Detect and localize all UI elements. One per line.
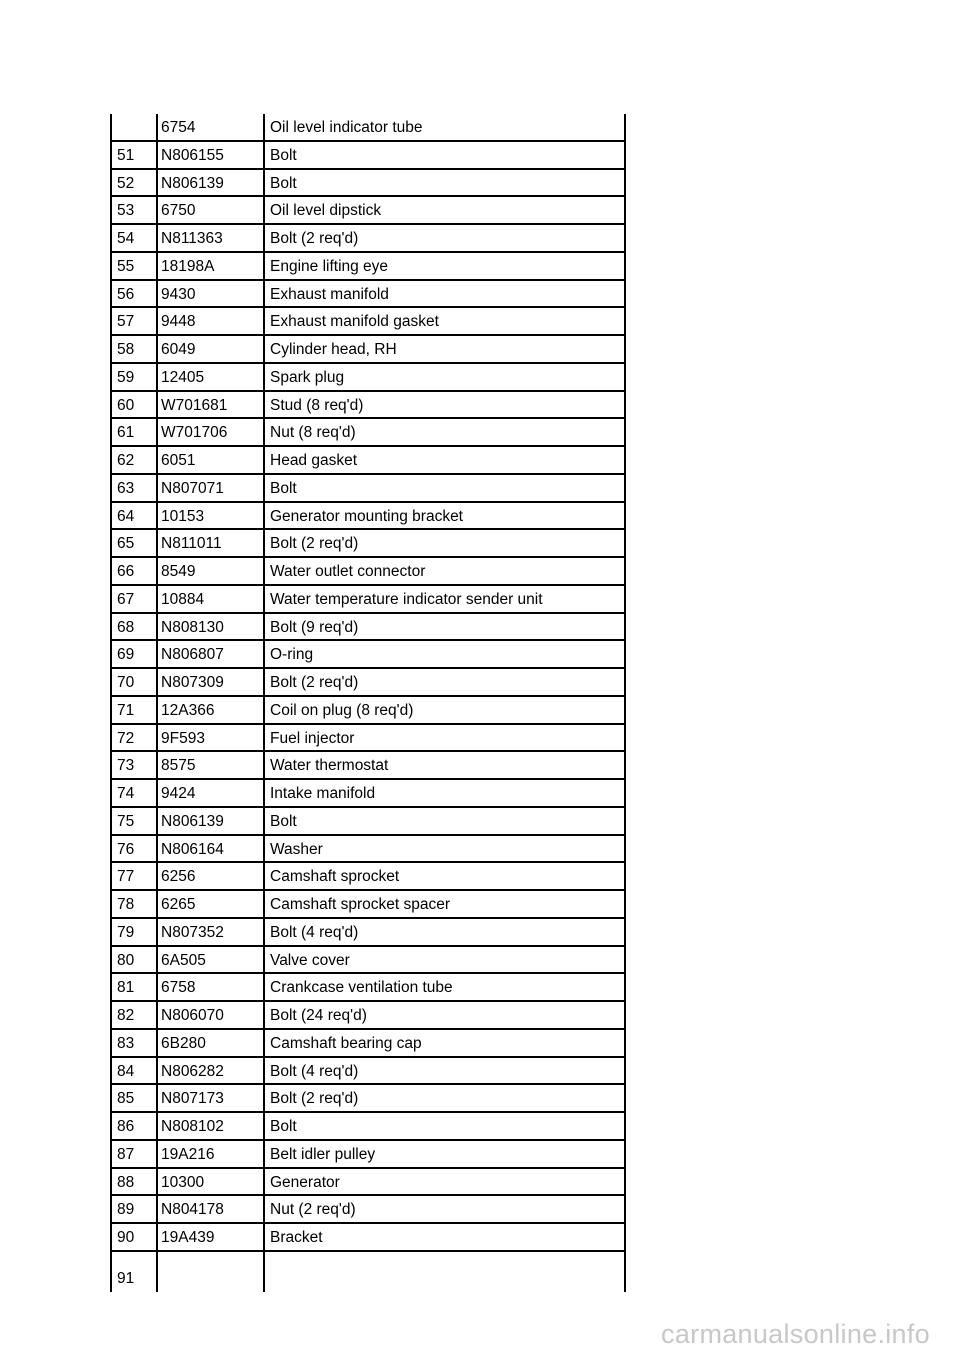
table-row (112, 1058, 624, 1086)
column-divider (263, 1113, 265, 1139)
part-number-cell: 6750 (161, 202, 196, 220)
part-number-cell: N807173 (161, 1090, 224, 1108)
column-divider (263, 308, 265, 334)
item-number-cell: 57 (117, 313, 135, 331)
column-divider (263, 225, 265, 251)
description-cell: Washer (270, 840, 323, 858)
table-row (112, 475, 624, 503)
part-number-cell: W701681 (161, 396, 228, 414)
column-divider (263, 919, 265, 945)
description-cell: Engine lifting eye (270, 257, 389, 275)
table-row (112, 808, 624, 836)
part-number-cell: 9424 (161, 785, 196, 802)
column-divider (263, 974, 265, 1000)
table-row (112, 1002, 624, 1030)
table-row (112, 281, 624, 309)
description-cell: Bolt (2 req'd) (270, 1090, 359, 1108)
table-row (112, 947, 624, 975)
description-cell: Oil level indicator tube (270, 119, 423, 136)
description-cell: Head gasket (270, 452, 358, 469)
table-row (112, 142, 624, 170)
column-divider (263, 586, 265, 612)
description-cell: Cylinder head, RH (270, 341, 397, 358)
table-row (112, 530, 624, 558)
column-divider (263, 447, 265, 473)
item-number-cell: 83 (117, 1034, 135, 1052)
item-number-cell: 87 (117, 1145, 135, 1163)
item-number-cell (117, 114, 157, 140)
item-number-cell: 91 (117, 1269, 135, 1287)
description-cell: Camshaft bearing cap (270, 1034, 422, 1052)
part-number-cell: 6758 (161, 979, 196, 997)
part-number-cell: 18198A (161, 257, 215, 275)
item-number-cell: 88 (117, 1173, 135, 1191)
column-divider (263, 419, 265, 445)
description-cell: Bolt (4 req'd) (270, 923, 359, 941)
part-number-cell: 9430 (161, 285, 196, 303)
part-number-cell: N807352 (161, 923, 224, 941)
item-number-cell: 68 (117, 618, 135, 636)
description-cell: Camshaft sprocket spacer (270, 896, 451, 913)
column-divider (263, 614, 265, 640)
part-number-cell: N807309 (161, 674, 224, 691)
column-divider (263, 669, 265, 695)
column-divider (263, 170, 265, 196)
item-number-cell: 54 (117, 230, 135, 247)
table-row (112, 364, 624, 392)
description-cell: Fuel injector (270, 729, 355, 747)
column-divider (263, 1085, 265, 1111)
item-number-cell: 81 (117, 979, 135, 997)
part-number-cell: 19A216 (161, 1145, 215, 1163)
item-number-cell: 84 (117, 1062, 135, 1080)
item-number-cell: 56 (117, 285, 135, 303)
description-cell: Belt idler pulley (270, 1145, 376, 1163)
description-cell: Water thermostat (270, 757, 389, 775)
part-number-cell: N811363 (161, 230, 223, 247)
item-number-cell: 77 (117, 868, 135, 886)
table-row (112, 1169, 624, 1197)
item-number-cell: 86 (117, 1118, 135, 1135)
description-cell: O-ring (270, 646, 314, 664)
parts-table (110, 114, 626, 1292)
part-number-cell: 8575 (161, 757, 196, 775)
table-row (112, 919, 624, 947)
description-cell: Bolt (270, 812, 297, 830)
part-number-cell: N806807 (161, 646, 224, 664)
description-cell: Bolt (2 req'd) (270, 674, 359, 691)
column-divider (263, 1196, 265, 1222)
description-cell: Bolt (270, 146, 297, 164)
column-divider (263, 1030, 265, 1056)
item-number-cell: 66 (117, 563, 135, 580)
table-row (112, 1030, 624, 1058)
table-row (112, 558, 624, 586)
description-cell: Coil on plug (8 req'd) (270, 701, 414, 719)
column-divider (263, 1252, 265, 1292)
column-divider (263, 1002, 265, 1028)
part-number-cell: N811011 (161, 535, 222, 553)
table-row (112, 1252, 624, 1292)
part-number-cell: 6B280 (161, 1034, 206, 1052)
part-number-cell: 6A505 (161, 951, 206, 969)
item-number-cell: 76 (117, 840, 135, 858)
part-number-cell: N806155 (161, 146, 224, 164)
table-row (112, 974, 624, 1002)
description-cell: Nut (2 req'd) (270, 1201, 356, 1219)
item-number-cell: 80 (117, 951, 135, 969)
table-row (112, 1141, 624, 1169)
description-cell: Spark plug (270, 368, 345, 386)
part-number-cell: N804178 (161, 1201, 224, 1219)
table-row (112, 641, 624, 669)
watermark: carmanualsonline.info (661, 1319, 930, 1349)
part-number-cell: N806070 (161, 1007, 224, 1024)
item-number-cell: 53 (117, 202, 135, 220)
item-number-cell: 61 (117, 424, 135, 442)
part-number-cell: 6265 (161, 896, 196, 913)
item-number-cell: 55 (117, 257, 135, 275)
item-number-cell: 63 (117, 479, 135, 497)
part-number-cell: 6049 (161, 341, 196, 358)
column-divider (263, 142, 265, 168)
item-number-cell: 74 (117, 785, 135, 802)
item-number-cell: 58 (117, 341, 135, 358)
description-cell: Bolt (2 req'd) (270, 230, 359, 247)
table-row (112, 725, 624, 753)
table-row (112, 197, 624, 225)
table-row (112, 863, 624, 891)
part-number-cell: 6754 (161, 119, 196, 136)
part-number-cell: 12A366 (161, 701, 215, 719)
column-divider (263, 808, 265, 834)
part-number-cell: 10153 (161, 507, 205, 525)
column-divider (263, 947, 265, 973)
part-number-cell: 12405 (161, 368, 205, 386)
item-number-cell: 71 (117, 701, 135, 719)
column-divider (263, 503, 265, 529)
column-divider (263, 836, 265, 862)
column-divider (263, 197, 265, 223)
description-cell: Water temperature indicator sender unit (270, 590, 543, 608)
column-divider (263, 725, 265, 751)
table-row (112, 614, 624, 642)
part-number-cell: 6256 (161, 868, 196, 886)
column-divider (263, 253, 265, 279)
table-row (112, 336, 624, 364)
item-number-cell: 59 (117, 368, 135, 386)
description-cell: Intake manifold (270, 785, 376, 802)
table-row (112, 308, 624, 336)
description-cell: Stud (8 req'd) (270, 396, 364, 414)
column-divider (263, 697, 265, 723)
part-number-cell: N808102 (161, 1118, 224, 1135)
description-cell: Exhaust manifold (270, 285, 389, 303)
table-row (112, 503, 624, 531)
description-cell: Generator mounting bracket (270, 507, 463, 525)
column-divider (263, 752, 265, 778)
item-number-cell: 79 (117, 923, 135, 941)
table-row (112, 170, 624, 198)
part-number-cell: 8549 (161, 563, 196, 580)
description-cell: Bolt (24 req'd) (270, 1007, 367, 1024)
part-number-cell: N806282 (161, 1062, 224, 1080)
description-cell: Oil level dipstick (270, 202, 382, 220)
description-cell: Bolt (4 req'd) (270, 1062, 359, 1080)
item-number-cell: 70 (117, 674, 135, 691)
description-cell: Exhaust manifold gasket (270, 313, 439, 331)
table-row (112, 697, 624, 725)
description-cell: Bolt (9 req'd) (270, 618, 359, 636)
table-row (112, 891, 624, 919)
column-divider (263, 530, 265, 556)
table-row (112, 419, 624, 447)
table-row (112, 586, 624, 614)
table-row (112, 392, 624, 420)
column-divider (263, 336, 265, 362)
description-cell: Bolt (270, 174, 297, 192)
table-row (112, 836, 624, 864)
part-number-cell: N806139 (161, 812, 224, 830)
table-row (112, 1085, 624, 1113)
column-divider (263, 891, 265, 917)
column-divider (263, 392, 265, 418)
column-divider (263, 281, 265, 307)
column-divider (263, 558, 265, 584)
description-cell (270, 1252, 620, 1292)
part-number-cell: N806164 (161, 840, 224, 858)
item-number-cell: 72 (117, 729, 135, 747)
part-number-cell: W701706 (161, 424, 228, 442)
part-number-cell: N806139 (161, 174, 224, 192)
item-number-cell: 89 (117, 1201, 135, 1219)
part-number-cell: N808130 (161, 618, 224, 636)
table-row (112, 1196, 624, 1224)
description-cell: Generator (270, 1173, 340, 1191)
column-divider (263, 863, 265, 889)
item-number-cell: 78 (117, 896, 135, 913)
item-number-cell: 85 (117, 1090, 135, 1108)
column-divider (263, 1141, 265, 1167)
item-number-cell: 82 (117, 1007, 135, 1024)
description-cell: Water outlet connector (270, 563, 426, 580)
column-divider (263, 641, 265, 667)
item-number-cell: 90 (117, 1229, 135, 1246)
item-number-cell: 62 (117, 452, 135, 469)
part-number-cell: 10884 (161, 590, 205, 608)
table-row (112, 1113, 624, 1141)
description-cell: Nut (8 req'd) (270, 424, 356, 442)
part-number-cell: 9F593 (161, 729, 205, 747)
column-divider (263, 1169, 265, 1195)
item-number-cell: 73 (117, 757, 135, 775)
description-cell: Valve cover (270, 951, 350, 969)
description-cell: Bolt (2 req'd) (270, 535, 359, 553)
description-cell: Bolt (270, 1118, 297, 1135)
table-row (112, 1224, 624, 1252)
item-number-cell: 52 (117, 174, 135, 192)
item-number-cell: 51 (117, 146, 135, 164)
part-number-cell (161, 1252, 261, 1292)
table-row (112, 114, 624, 142)
column-divider (263, 1224, 265, 1250)
column-divider (263, 364, 265, 390)
item-number-cell: 67 (117, 590, 135, 608)
item-number-cell: 69 (117, 646, 135, 664)
description-cell: Bolt (270, 479, 297, 497)
table-row (112, 669, 624, 697)
part-number-cell: 19A439 (161, 1229, 215, 1246)
column-divider (263, 475, 265, 501)
item-number-cell: 65 (117, 535, 135, 553)
table-row (112, 225, 624, 253)
description-cell: Bracket (270, 1229, 323, 1246)
column-divider (263, 1058, 265, 1084)
part-number-cell: N807071 (161, 479, 224, 497)
column-divider (263, 114, 265, 140)
table-row (112, 780, 624, 808)
description-cell: Camshaft sprocket (270, 868, 400, 886)
column-divider (263, 780, 265, 806)
part-number-cell: 6051 (161, 452, 196, 469)
table-row (112, 447, 624, 475)
part-number-cell: 10300 (161, 1173, 205, 1191)
table-row (112, 752, 624, 780)
item-number-cell: 60 (117, 396, 135, 414)
item-number-cell: 75 (117, 812, 135, 830)
item-number-cell: 64 (117, 507, 135, 525)
table-row (112, 253, 624, 281)
description-cell: Crankcase ventilation tube (270, 979, 453, 997)
part-number-cell: 9448 (161, 313, 196, 331)
